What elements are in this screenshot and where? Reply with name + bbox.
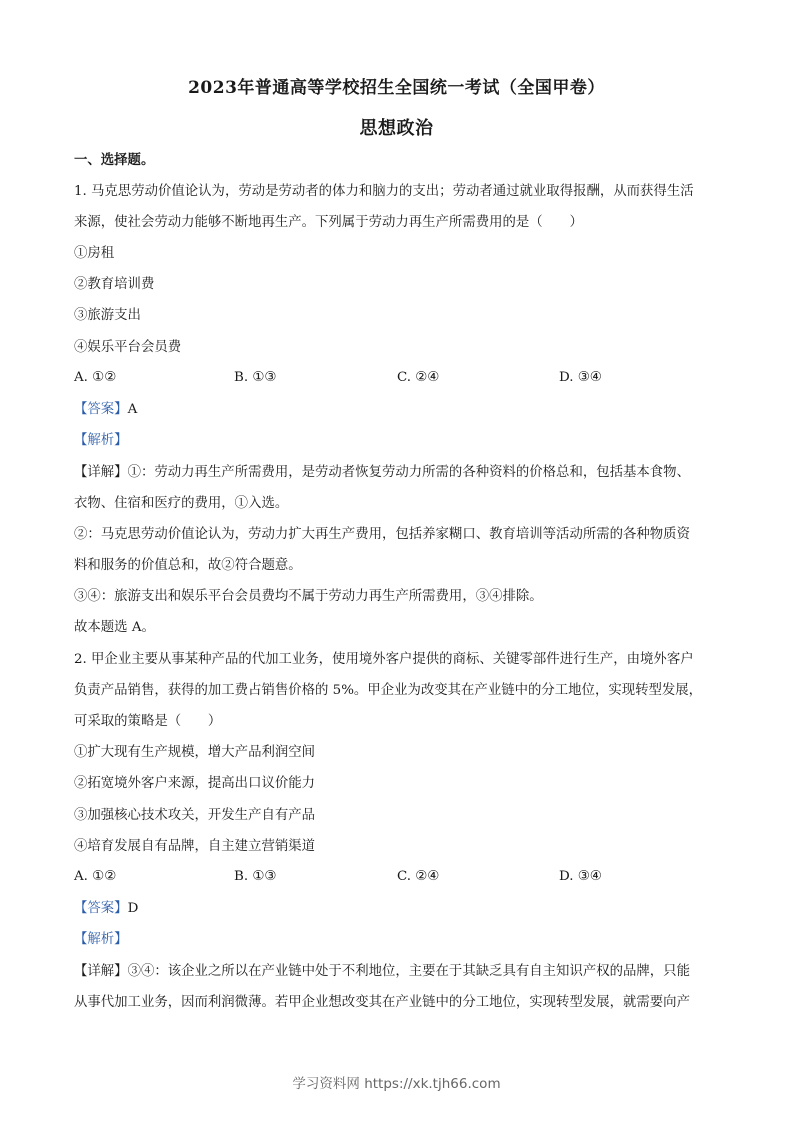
q1-stem-line-2: 来源，使社会劳动力能够不断地再生产。下列属于劳动力再生产所需费用的是（ ） [74,215,583,230]
q2-option-d: D. ③④ [559,869,602,884]
q1-item-2: ②教育培训费 [74,277,155,292]
q1-option-b: B. ①③ [234,370,277,385]
q2-detail-tag: 【详解】 [74,964,128,979]
q1-item-1: ①房租 [74,246,115,261]
q2-option-b: B. ①③ [234,869,277,884]
section-heading: 一、选择题。 [74,152,155,168]
q2-option-c: C. ②④ [397,869,440,884]
q2-answer-tag: 【答案】 [74,901,128,916]
q1-option-a: A. ①② [74,370,117,385]
q1-option-d: D. ③④ [559,370,602,385]
q1-stem-line-1: 1. 马克思劳动价值论认为，劳动是劳动者的体力和脑力的支出；劳动者通过就业取得报酬，从而获得生活 [74,184,694,199]
q1-detail-text-1: ①：劳动力再生产所需费用，是劳动者恢复劳动力所需的各种资料的价格总和，包括基本食物、 [127,465,690,480]
q1-answer [74,401,724,419]
q2-stem-line-1: 2. 甲企业主要从事某种产品的代加工业务，使用境外客户提供的商标、关键零部件进行生产，由境外客户 [74,652,694,667]
q1-detail-line-3: ②：马克思劳动价值论认为，劳动力扩大再生产费用，包括养家糊口、教育培训等活动所需的各种物质资 [74,527,690,542]
q1-detail-line-2: 衣物、住宿和医疗的费用，①入选。 [74,496,289,511]
q2-option-a: A. ①② [74,869,117,884]
q2-detail-line-2: 从事代加工业务，因而利润微薄。若甲企业想改变其在产业链中的分工地位，实现转型发展，就需要向产 [74,995,690,1010]
q1-conclusion: 故本题选 A。 [74,620,155,635]
q1-detail-line-4: 料和服务的价值总和，故②符合题意。 [74,558,302,573]
subject-title: 思想政治 [359,118,434,139]
q2-item-3: ③加强核心技术攻关，开发生产自有产品 [74,808,316,823]
q2-answer [74,900,724,918]
q1-item-3: ③旅游支出 [74,308,141,323]
q1-analysis-tag: 【解析】 [74,433,128,448]
q2-item-1: ①扩大现有生产规模，增大产品利润空间 [74,745,316,760]
q2-detail-line-1 [74,963,724,981]
q2-analysis-tag: 【解析】 [74,932,128,947]
q1-detail-line-5: ③④：旅游支出和娱乐平台会员费均不属于劳动力再生产所需费用，③④排除。 [74,589,543,604]
q1-detail-line-1 [74,464,724,482]
q1-detail-tag: 【详解】 [74,465,128,480]
q2-answer-value: D [127,901,139,916]
q2-stem-line-2: 负责产品销售，获得的加工费占销售价格的 5%。甲企业为改变其在产业链中的分工地位，实现转型发展， [74,683,703,698]
q1-answer-tag: 【答案】 [74,402,128,417]
q1-answer-value: A [127,402,138,417]
q2-detail-text-1: ③④：该企业之所以在产业链中处于不利地位，主要在于其缺乏具有自主知识产权的品牌，只能 [127,964,690,979]
q2-stem-line-3: 可采取的策略是（ ） [74,714,222,729]
q1-option-c: C. ②④ [397,370,440,385]
exam-title: 2023年普通高等学校招生全国统一考试（全国甲卷） [188,78,605,98]
q1-item-4: ④娱乐平台会员费 [74,340,182,355]
q2-item-4: ④培育发展自有品牌，自主建立营销渠道 [74,839,316,854]
q2-item-2: ②拓宽境外客户来源，提高出口议价能力 [74,776,316,791]
footer-watermark: 学习资料网 https://xk.tjh66.com [292,1076,501,1092]
